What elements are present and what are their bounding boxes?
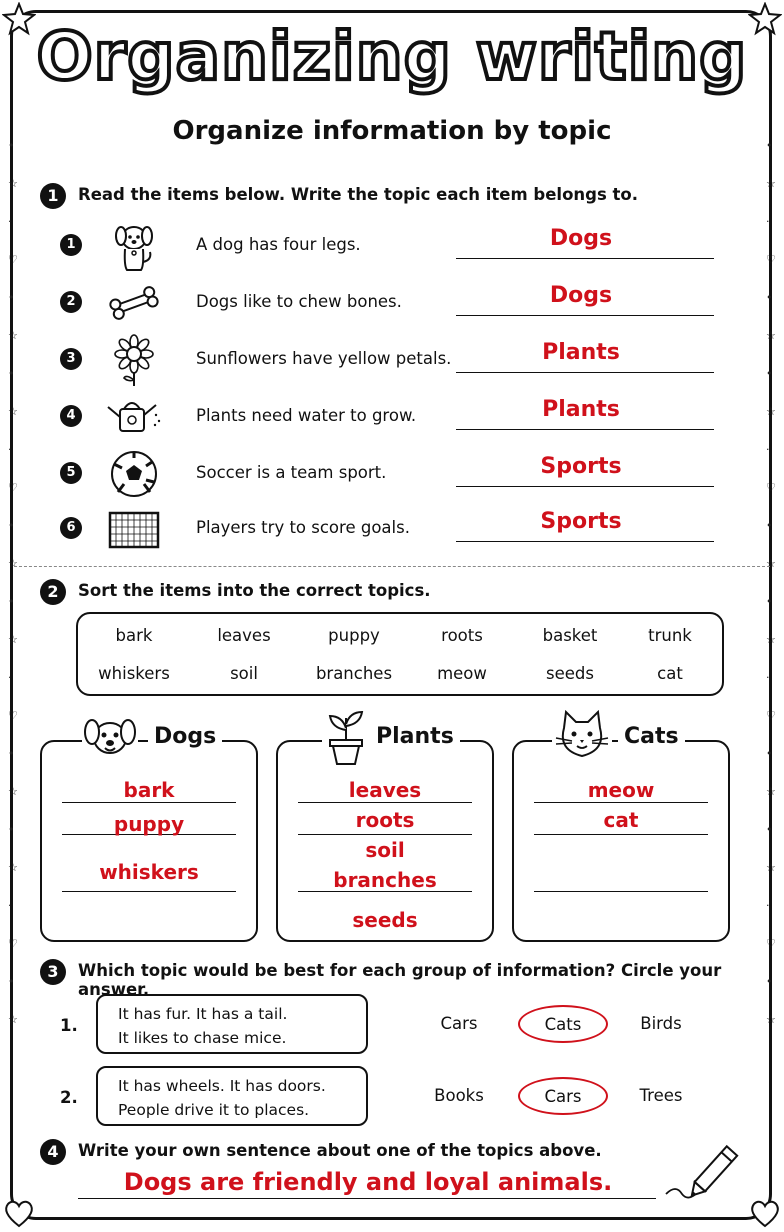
bone-icon [104, 277, 164, 329]
border-decoration-left [8, 140, 18, 1060]
item-sentence: Plants need water to grow. [196, 406, 417, 425]
section-number: 4 [40, 1139, 66, 1165]
item-sentence: Players try to score goals. [196, 518, 410, 537]
sorted-word: soil [365, 838, 405, 862]
sorted-word: meow [587, 778, 655, 802]
sorted-word: cat [603, 808, 639, 832]
word-bank-item: whiskers [98, 664, 170, 683]
topic-answer: Sports [540, 454, 622, 479]
topic-box-title: Dogs [148, 724, 222, 749]
word-bank-item: bark [115, 626, 153, 645]
section-divider [14, 566, 770, 567]
clue-line: It has wheels. It has doors. [118, 1077, 326, 1095]
border-ornament: • [8, 367, 15, 380]
topic-item-row [56, 391, 726, 443]
writing-line [78, 1198, 656, 1199]
topic-option[interactable]: Cars [440, 1014, 478, 1033]
border-ornament: ☆ [8, 557, 18, 570]
border-ornament: ♡ [8, 481, 18, 494]
item-sentence: Sunflowers have yellow petals. [196, 349, 452, 368]
section-instruction: Sort the items into the correct topics. [78, 581, 431, 600]
clue-line: People drive it to places. [118, 1101, 310, 1119]
answer-line [456, 258, 714, 259]
border-ornament: • [8, 139, 15, 152]
item-number: 6 [60, 517, 82, 539]
border-ornament: • [8, 595, 15, 608]
item-number: 4 [60, 405, 82, 427]
border-ornament: • [8, 747, 15, 760]
clue-line: It has fur. It has a tail. [118, 1005, 288, 1023]
answer-line [298, 834, 472, 835]
answer-line [456, 315, 714, 316]
border-ornament: ☆ [8, 1013, 18, 1026]
border-ornament: • [8, 519, 15, 532]
heart-icon [748, 1196, 782, 1230]
word-bank-item: seeds [546, 664, 594, 683]
topic-item-row [56, 448, 726, 500]
word-bank-item: leaves [217, 626, 271, 645]
circled-option[interactable]: Cars [518, 1077, 608, 1115]
border-ornament: ☆ [8, 785, 18, 798]
sorted-word: whiskers [99, 860, 199, 884]
question-number: 2. [60, 1088, 78, 1107]
border-ornament: • [8, 975, 15, 988]
item-number: 1 [60, 234, 82, 256]
dog-icon [104, 220, 164, 272]
section-instruction: Which topic would be best for each group of information? Circle your answer. [78, 961, 722, 999]
border-ornament: · [8, 443, 12, 456]
sorted-word: roots [355, 808, 415, 832]
topic-answer: Dogs [549, 226, 613, 251]
topic-answer: Plants [542, 397, 620, 422]
border-ornament: · [8, 671, 12, 684]
answer-line [456, 541, 714, 542]
written-sentence: Dogs are friendly and loyal animals. [123, 1168, 613, 1196]
border-ornament: · [766, 899, 770, 912]
border-ornament: ☆ [766, 405, 776, 418]
border-ornament: ☆ [8, 177, 18, 190]
border-ornament: ☆ [766, 633, 776, 646]
answer-line [298, 802, 472, 803]
border-ornament: · [8, 899, 12, 912]
item-number: 5 [60, 462, 82, 484]
topic-option[interactable]: Birds [640, 1014, 682, 1033]
border-ornament: ☆ [766, 861, 776, 874]
heart-icon [2, 1196, 36, 1230]
topic-box-dogs [40, 724, 258, 942]
border-ornament: • [766, 975, 773, 988]
item-sentence: Soccer is a team sport. [196, 463, 387, 482]
question-number: 1. [60, 1016, 78, 1035]
border-ornament: ☆ [766, 329, 776, 342]
word-bank-item: basket [542, 626, 598, 645]
border-ornament: ☆ [766, 177, 776, 190]
border-ornament: ☆ [8, 329, 18, 342]
answer-line [62, 802, 236, 803]
border-ornament: · [766, 443, 770, 456]
topic-option[interactable]: Trees [639, 1086, 683, 1105]
word-bank-item: meow [437, 664, 487, 683]
topic-answer: Dogs [549, 283, 613, 308]
word-bank-item: cat [657, 664, 683, 683]
topic-answer: Sports [540, 509, 622, 534]
clue-box [96, 994, 368, 1054]
border-ornament: ☆ [8, 405, 18, 418]
word-bank-item: soil [230, 664, 258, 683]
word-bank-item: branches [315, 664, 393, 683]
item-sentence: A dog has four legs. [196, 235, 361, 254]
word-bank [76, 612, 724, 696]
sorted-word: leaves [348, 778, 422, 802]
watering-can-icon [104, 391, 164, 443]
sorted-word: branches [333, 868, 437, 892]
border-ornament: ♡ [766, 937, 776, 950]
answer-line [456, 429, 714, 430]
border-ornament: ♡ [766, 709, 776, 722]
border-decoration-right [766, 140, 776, 1060]
topic-box-cats [512, 724, 730, 942]
word-bank-item: puppy [328, 626, 380, 645]
word-bank-item: trunk [648, 626, 692, 645]
border-ornament: ☆ [766, 557, 776, 570]
dog-face-icon [82, 710, 138, 762]
cat-face-icon [552, 710, 612, 762]
clue-line: It likes to chase mice. [118, 1029, 287, 1047]
topic-answer: Plants [542, 340, 620, 365]
page-subtitle: Organize information by topic [172, 116, 612, 146]
item-number: 2 [60, 291, 82, 313]
clue-box [96, 1066, 368, 1126]
answer-line [534, 834, 708, 835]
border-ornament: • [766, 823, 773, 836]
sorted-word: seeds [352, 908, 418, 932]
border-ornament: · [766, 215, 770, 228]
potted-plant-icon [322, 706, 370, 766]
topic-item-row [56, 334, 726, 386]
answer-line [456, 372, 714, 373]
section-instruction: Read the items below. Write the topic each item belongs to. [78, 185, 639, 204]
soccer-ball-icon [104, 448, 164, 500]
border-ornament: ♡ [8, 709, 18, 722]
border-ornament: ♡ [766, 253, 776, 266]
answer-line [534, 802, 708, 803]
section-number: 3 [40, 959, 66, 985]
item-sentence: Dogs like to chew bones. [196, 292, 402, 311]
answer-line [534, 891, 708, 892]
section-number: 1 [40, 183, 66, 209]
word-bank-item: roots [441, 626, 483, 645]
sorted-word: puppy [113, 812, 185, 836]
answer-line [62, 891, 236, 892]
border-ornament: • [766, 595, 773, 608]
topic-item-row [56, 220, 726, 272]
border-ornament: ♡ [8, 937, 18, 950]
border-ornament: • [8, 291, 15, 304]
topic-box-title: Cats [618, 724, 685, 749]
border-ornament: ☆ [766, 785, 776, 798]
topic-box-title: Plants [370, 724, 460, 749]
sorted-word: bark [123, 778, 175, 802]
border-ornament: • [766, 747, 773, 760]
border-ornament: • [766, 367, 773, 380]
page-title: Organizing writing [36, 18, 748, 95]
section-number: 2 [40, 579, 66, 605]
circled-option[interactable]: Cats [518, 1005, 608, 1043]
answer-line [456, 486, 714, 487]
border-ornament: ☆ [8, 861, 18, 874]
border-ornament: • [766, 519, 773, 532]
item-number: 3 [60, 348, 82, 370]
topic-item-row [56, 503, 726, 555]
border-ornament: · [8, 215, 12, 228]
border-ornament: · [766, 671, 770, 684]
border-ornament: ☆ [766, 1013, 776, 1026]
border-ornament: • [8, 823, 15, 836]
border-ornament: ♡ [766, 481, 776, 494]
border-ornament: • [766, 291, 773, 304]
border-ornament: ☆ [8, 633, 18, 646]
topic-option[interactable]: Books [434, 1086, 484, 1105]
sunflower-icon [104, 334, 164, 386]
border-ornament: ♡ [8, 253, 18, 266]
soccer-goal-icon [104, 503, 164, 555]
section-instruction: Write your own sentence about one of the topics above. [78, 1141, 602, 1160]
topic-item-row [56, 277, 726, 329]
pencil-icon [662, 1128, 748, 1206]
border-ornament: • [766, 139, 773, 152]
